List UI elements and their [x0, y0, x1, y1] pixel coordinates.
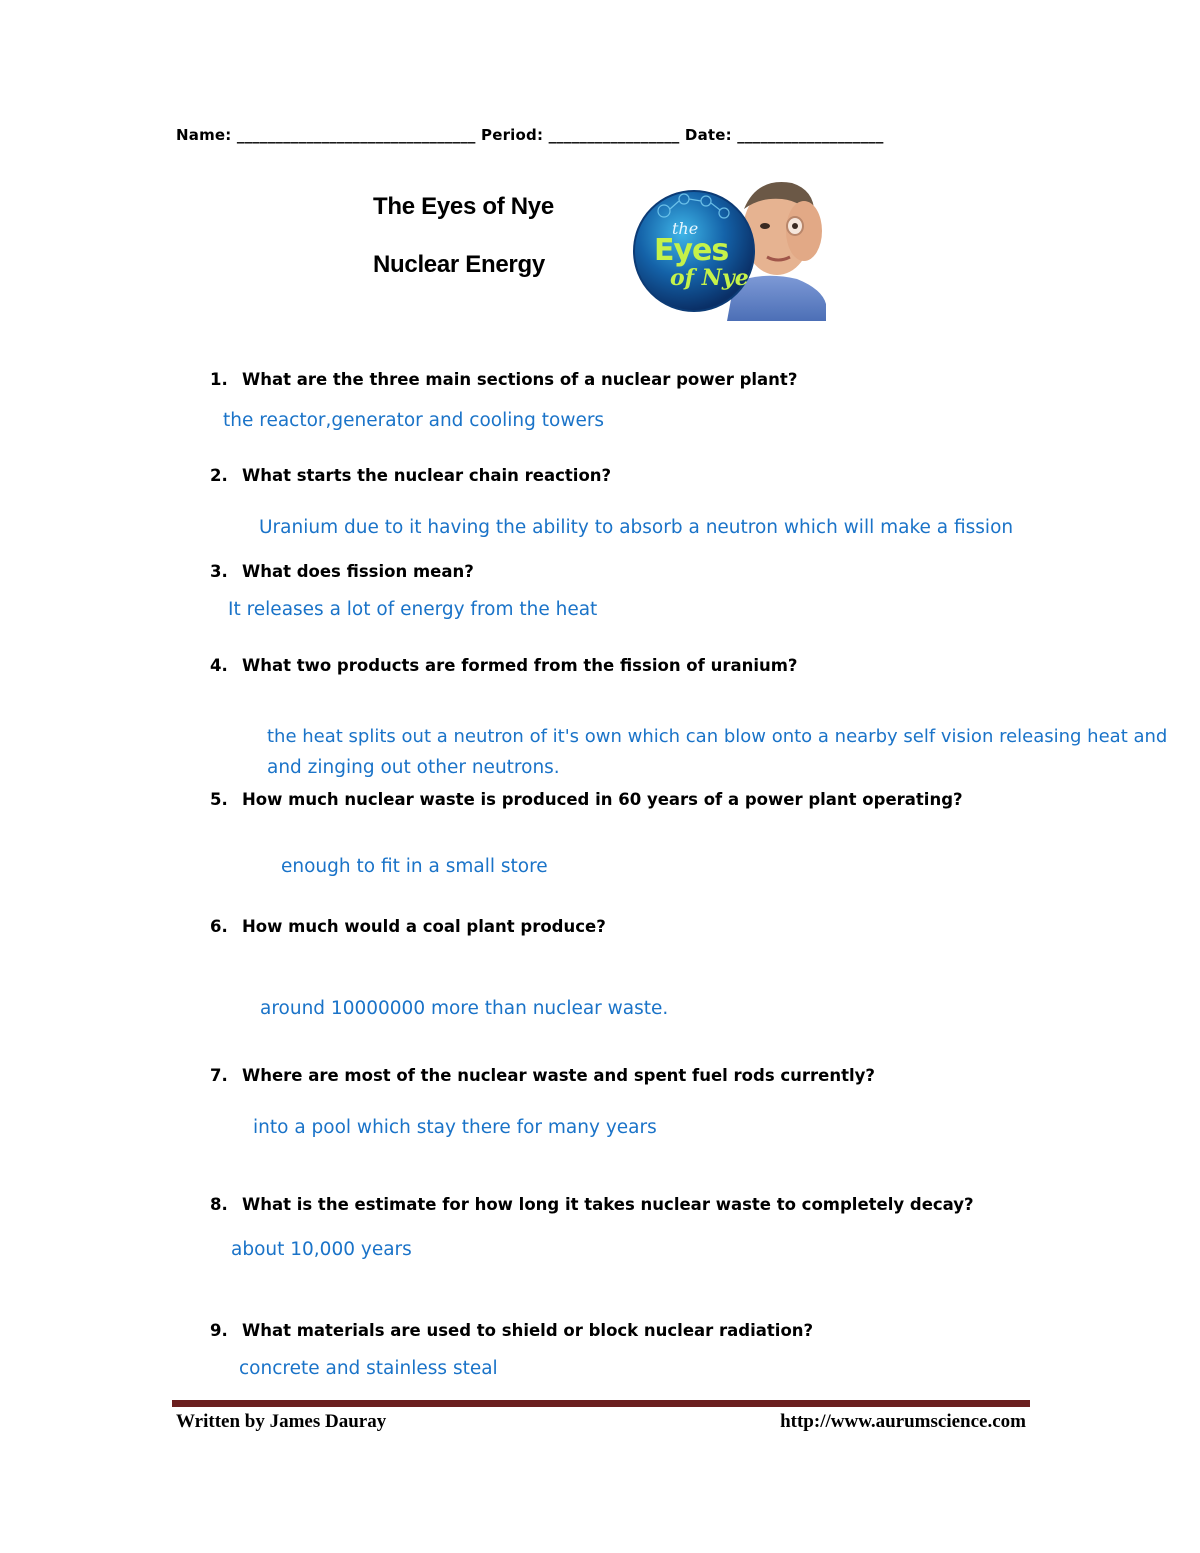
question-text: What is the estimate for how long it takes nuclear waste to completely decay? — [242, 1195, 974, 1214]
question-number: 1. — [210, 370, 228, 389]
eyes-of-nye-logo-image — [632, 179, 826, 321]
question-number: 9. — [210, 1321, 228, 1340]
question-text: What two products are formed from the fission of uranium? — [242, 656, 798, 675]
answer-4-line-1: the heat splits out a neutron of it's own which can blow onto a nearby self vision releasing heat and — [267, 726, 1168, 747]
question-4 — [210, 656, 798, 675]
answer-7: into a pool which stay there for many years — [253, 1117, 657, 1138]
logo-word-the: the — [672, 219, 699, 238]
question-text: What does fission mean? — [242, 562, 474, 581]
worksheet-subtitle: Nuclear Energy — [373, 251, 545, 278]
question-number: 8. — [210, 1195, 228, 1214]
logo-word-eyes: Eyes — [654, 233, 729, 268]
answer-3: It releases a lot of energy from the heat — [228, 599, 598, 620]
footer-url[interactable]: http://www.aurumscience.com — [780, 1411, 1026, 1432]
question-9 — [210, 1321, 813, 1340]
question-3 — [210, 562, 474, 581]
question-number: 4. — [210, 656, 228, 675]
question-text: How much would a coal plant produce? — [242, 917, 606, 936]
footer-author: Written by James Dauray — [176, 1411, 387, 1432]
answer-1: the reactor,generator and cooling towers — [223, 410, 605, 431]
question-number: 3. — [210, 562, 228, 581]
logo-word-of-nye: of Nye — [670, 265, 749, 291]
question-5 — [210, 790, 963, 809]
answer-9: concrete and stainless steal — [239, 1358, 498, 1379]
question-text: Where are most of the nuclear waste and spent fuel rods currently? — [242, 1066, 875, 1085]
question-text: What materials are used to shield or block nuclear radiation? — [242, 1321, 814, 1340]
answer-6: around 10000000 more than nuclear waste. — [260, 998, 669, 1019]
worksheet-title: The Eyes of Nye — [373, 193, 554, 220]
question-number: 2. — [210, 466, 228, 485]
answer-4-line-2: and zinging out other neutrons. — [267, 757, 560, 778]
question-text: What are the three main sections of a nuclear power plant? — [242, 370, 798, 389]
question-text: What starts the nuclear chain reaction? — [242, 466, 612, 485]
question-2 — [210, 466, 611, 485]
question-number: 7. — [210, 1066, 228, 1085]
answer-2: Uranium due to it having the ability to absorb a neutron which will make a fission — [259, 517, 1014, 538]
student-info-line: Name: _______________________________ Period: _________________ Date: ___________________ — [176, 126, 884, 144]
question-number: 5. — [210, 790, 228, 809]
answer-8: about 10,000 years — [231, 1239, 412, 1260]
question-number: 6. — [210, 917, 228, 936]
question-text: How much nuclear waste is produced in 60 years of a power plant operating? — [242, 790, 963, 809]
question-8 — [210, 1195, 974, 1214]
question-7 — [210, 1066, 875, 1085]
question-6 — [210, 917, 606, 936]
answer-5: enough to fit in a small store — [281, 856, 548, 877]
footer-divider — [172, 1400, 1030, 1407]
question-1 — [210, 370, 797, 389]
